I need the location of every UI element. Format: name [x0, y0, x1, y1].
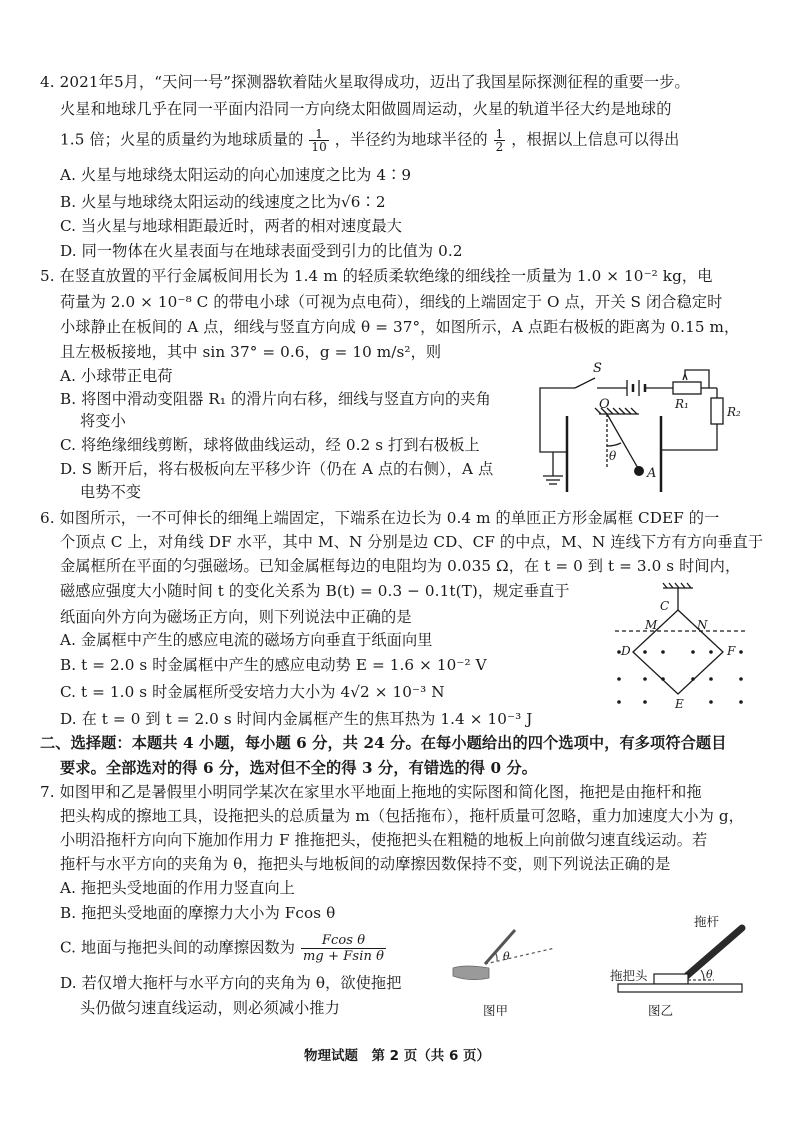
q6-line-5: 纸面向外方向为磁场正方向，则下列说法中正确的是 [60, 608, 412, 626]
q5-option-d: D. S 断开后，将右极板向左平移少许（仍在 A 点的右侧），A 点 [60, 460, 494, 478]
q5-line-3: 小球静止在板间的 A 点，细线与竖直方向成 θ = 37°，如图所示，A 点距右极板的距离为 0.15 m， [60, 318, 740, 336]
q5-line-1: 5. 在竖直放置的平行金属板间用长为 1.4 m 的轻质柔软绝缘的细线拴一质量为 1.0 × 10⁻² kg，电 [40, 267, 713, 285]
q7-line-1: 7. 如图甲和乙是暑假里小明同学某次在家里水平地面上拖地的实际图和简化图，拖把是由拖杆和拖 [40, 783, 702, 801]
fig-jia-theta: θ [503, 950, 510, 963]
q6-option-a: A. 金属框中产生的感应电流的磁场方向垂直于纸面向里 [60, 631, 433, 649]
q4-line-3c: ，根据以上信息可以得出 [511, 130, 680, 149]
q6-line-1: 6. 如图所示，一不可伸长的细绳上端固定，下端系在边长为 0.4 m 的单匝正方形金属框 CDEF 的一 [40, 509, 720, 527]
fig-jia-caption: 图甲 [483, 1003, 509, 1018]
q7-line-2: 把头构成的擦地工具，设拖把头的总质量为 m（包括拖布），拖杆质量可忽略，重力加速度大小为 g， [60, 807, 744, 825]
fig-label-f: F [727, 644, 736, 658]
q4-line-2: 火星和地球几乎在同一平面内沿同一方向绕太阳做圆周运动，火星的轨道半径大约是地球的 [60, 100, 672, 118]
fig-yi-label-tou: 拖把头 [610, 968, 648, 983]
q5-option-c: C. 将绝缘细线剪断，球将做曲线运动，经 0.2 s 打到右极板上 [60, 436, 480, 454]
q7-figure-yi [608, 912, 758, 1022]
q7-option-a: A. 拖把头受地面的作用力竖直向上 [60, 879, 295, 897]
q7-figure-jia [445, 920, 565, 1020]
fig-label-r1: R₁ [675, 397, 689, 411]
q5-option-b: B. 将图中滑动变阻器 R₁ 的滑片向右移，细线与竖直方向的夹角 [60, 390, 491, 408]
magnetic-field-dots [617, 650, 743, 704]
q7-option-c [60, 933, 387, 964]
fig-label-c: C [660, 599, 670, 613]
q4-option-b: B. 火星与地球绕太阳运动的线速度之比为√6∶2 [60, 193, 386, 211]
q4-line-1: 4. 2021年5月，“天问一号”探测器软着陆火星取得成功，迈出了我国星际探测征程的重要一步。 [40, 73, 690, 91]
fig-yi-label-gan: 拖杆 [694, 914, 720, 929]
friction-coefficient-fraction [301, 933, 386, 964]
frac2-num: 1 [495, 127, 504, 141]
q5-option-a: A. 小球带正电荷 [60, 367, 173, 385]
q4-line-3a: 1.5 倍；火星的质量约为地球质量的 [60, 130, 304, 149]
q6-option-b: B. t = 2.0 s 时金属框中产生的感应电动势 E = 1.6 × 10⁻² V [60, 656, 487, 674]
q5-line-2: 荷量为 2.0 × 10⁻⁸ C 的带电小球（可视为点电荷），细线的上端固定于 O 点，开关 S 闭合稳定时 [60, 293, 723, 311]
frac2-den: 2 [495, 140, 504, 154]
fig-label-n: N [697, 618, 708, 632]
section2-line-2: 要求。全部选对的得 6 分，选对但不全的得 3 分，有错选的得 0 分。 [60, 759, 538, 777]
q7-line-3: 小明沿拖杆方向向下施加作用力 F 推拖把头，使拖把头在粗糙的地板上向前做匀速直线运动。若 [60, 831, 708, 849]
q5-option-b-cont: 将变小 [80, 412, 126, 430]
q5-circuit-figure [535, 360, 750, 500]
q4-line-3b: ，半径约为地球半径的 [334, 130, 488, 149]
fig-label-a: A [647, 466, 657, 481]
q7-line-4: 拖杆与水平方向的夹角为 θ，拖把头与地板间的动摩擦因数保持不变，则下列说法正确的是 [60, 855, 671, 873]
q6-option-d: D. 在 t = 0 到 t = 2.0 s 时间内金属框产生的焦耳热为 1.4 × 10⁻³ J [60, 710, 533, 728]
fig-label-e: E [675, 697, 684, 711]
fig-label-m: M [645, 618, 658, 632]
q7-option-d-line-2: 头仍做匀速直线运动，则必须减小推力 [80, 999, 340, 1017]
fraction-denominator: mg + Fsin θ [303, 949, 385, 964]
fig-label-theta: θ [609, 449, 617, 463]
fraction-numerator: Fcos θ [301, 933, 386, 949]
section2-line-1: 二、选择题：本题共 4 小题，每小题 6 分，共 24 分。在每小题给出的四个选项中，有多项符合题目 [40, 734, 727, 752]
fraction-1-10 [309, 128, 328, 153]
frac1-num: 1 [309, 128, 328, 141]
page-footer: 物理试题 第 2 页（共 6 页） [303, 1048, 491, 1064]
fig-label-s: S [593, 361, 602, 376]
q7-option-b: B. 拖把头受地面的摩擦力大小为 Fcos θ [60, 904, 336, 922]
q6-line-4: 磁感应强度大小随时间 t 的变化关系为 B(t) = 0.3 − 0.1t(T)，规定垂直于 [60, 582, 570, 600]
q5-option-d-cont: 电势不变 [80, 483, 142, 501]
q4-line-3 [60, 128, 679, 153]
q4-option-d: D. 同一物体在火星表面与在地球表面受到引力的比值为 0.2 [60, 242, 463, 260]
fig-label-r2: R₂ [727, 405, 741, 419]
fig-label-d: D [621, 644, 631, 658]
fig-label-o: O [599, 397, 610, 412]
q5-line-4: 且左极板接地，其中 sin 37° = 0.6，g = 10 m/s²，则 [60, 343, 442, 361]
q7-option-c-text: C. 地面与拖把头间的动摩擦因数为 [60, 938, 296, 957]
q6-option-c: C. t = 1.0 s 时金属框所受安培力大小为 4√2 × 10⁻³ N [60, 683, 445, 701]
fraction-1-2 [494, 128, 506, 153]
fig-yi-caption: 图乙 [648, 1003, 674, 1018]
q6-line-3: 金属框所在平面的匀强磁场。已知金属框每边的电阻均为 0.035 Ω，在 t = 0 到 t = 3.0 s 时间内， [60, 557, 741, 575]
q4-option-a: A. 火星与地球绕太阳运动的向心加速度之比为 4∶9 [60, 166, 412, 184]
frac1-den: 10 [311, 140, 327, 154]
q6-magnetic-frame-figure [605, 582, 755, 712]
q6-line-2: 个顶点 C 上，对角线 DF 水平，其中 M、N 分别是边 CD、CF 的中点，M、N 连线下方有方向垂直于 [60, 533, 764, 551]
fig-yi-theta: θ [706, 968, 713, 981]
q4-option-c: C. 当火星与地球相距最近时，两者的相对速度最大 [60, 217, 403, 235]
q7-option-d-line-1: D. 若仅增大拖杆与水平方向的夹角为 θ，欲使拖把 [60, 974, 402, 992]
